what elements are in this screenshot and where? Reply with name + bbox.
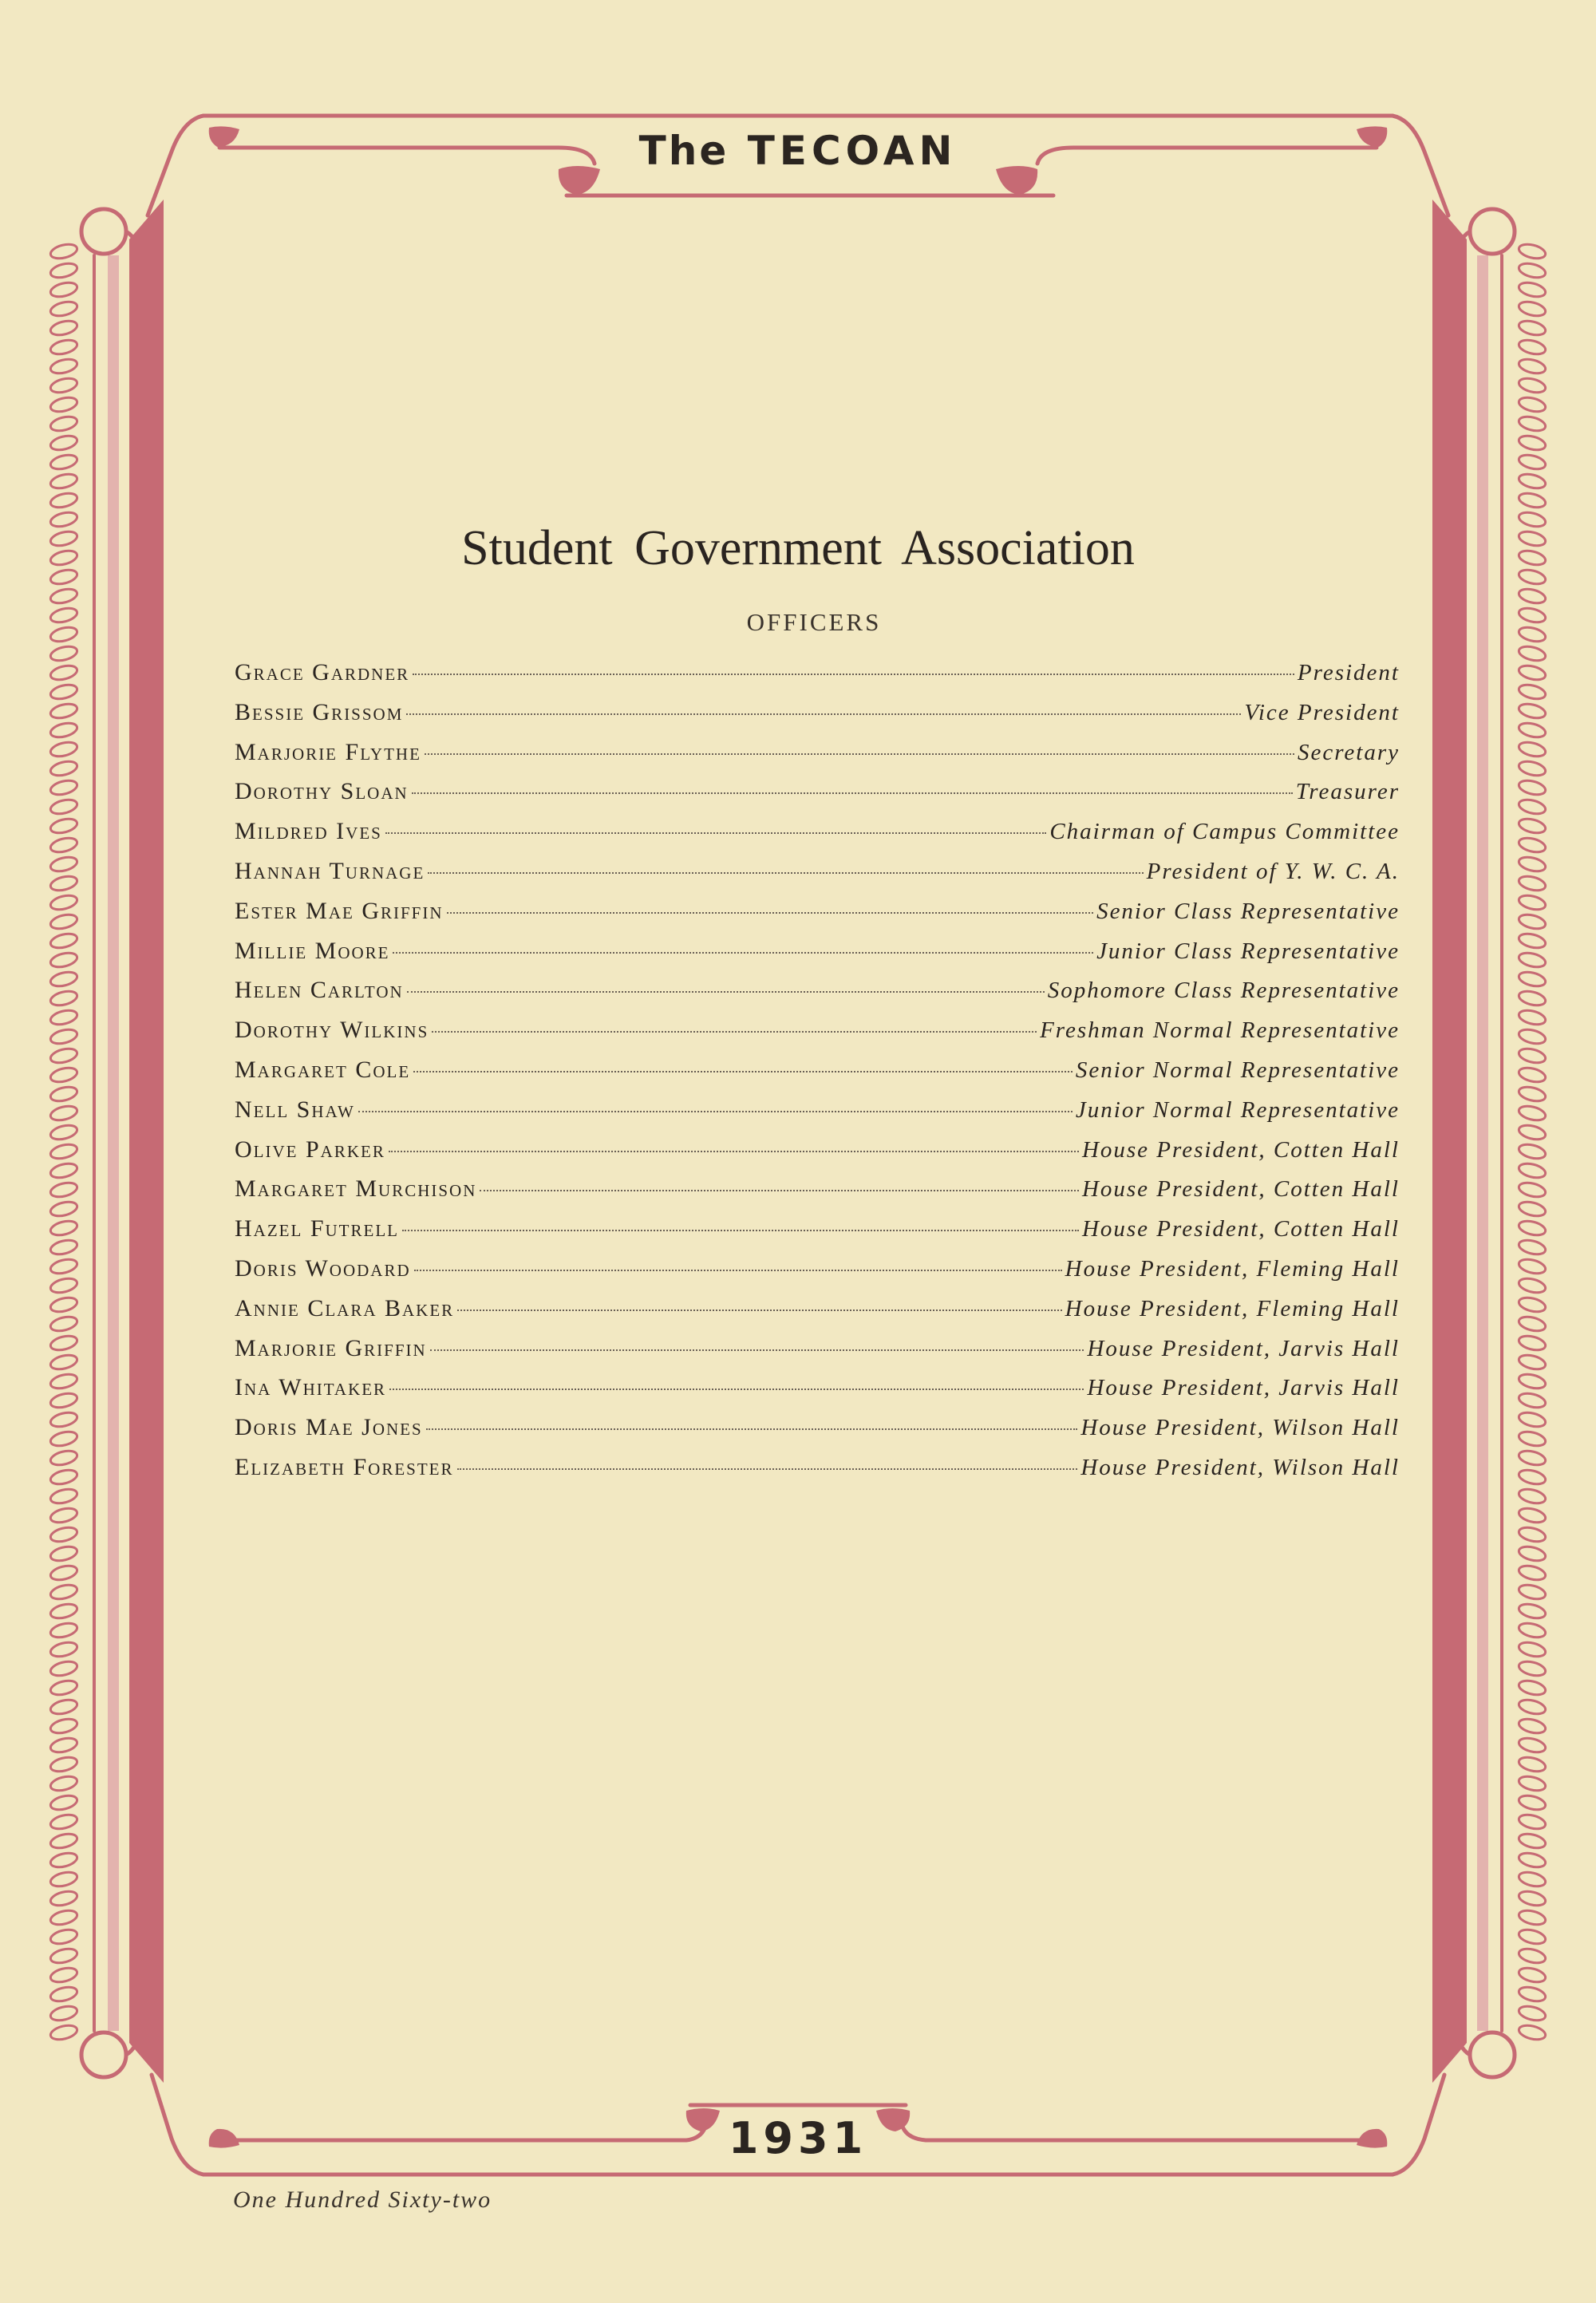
loop-ornament: [49, 1851, 79, 1870]
loop-ornament: [49, 1104, 79, 1123]
loop-ornament: [49, 1812, 79, 1831]
loop-ornament: [49, 357, 79, 376]
loop-ornament: [49, 1946, 79, 1965]
officer-title: Junior Class Representative: [1096, 938, 1400, 964]
loop-ornament: [1518, 1353, 1547, 1372]
officer-row: [235, 1169, 1400, 1209]
loop-ornament: [49, 1985, 79, 2004]
loop-ornament: [1518, 759, 1547, 778]
loop-ornament: [49, 644, 79, 663]
loop-ornament: [1518, 1448, 1547, 1468]
officer-name: Ina Whitaker: [235, 1374, 387, 1401]
loop-ornament: [49, 759, 79, 778]
officer-row: [235, 812, 1400, 851]
officer-name: Dorothy Wilkins: [235, 1017, 429, 1044]
officer-row: [235, 653, 1400, 693]
officer-title: House President, Cotten Hall: [1081, 1176, 1400, 1203]
loop-ornament: [1518, 1563, 1547, 1582]
loop-ornament: [49, 280, 79, 299]
loop-ornament: [49, 242, 79, 261]
dot-leader: [457, 1468, 1078, 1470]
loop-ornament: [1518, 1123, 1547, 1142]
publication-header: [0, 128, 1596, 174]
loop-ornament: [1518, 1927, 1547, 1946]
officer-name: Nell Shaw: [235, 1096, 355, 1123]
loop-ornament: [49, 989, 79, 1008]
header-the: The: [638, 128, 729, 174]
dot-leader: [389, 1389, 1084, 1390]
loop-ornament: [49, 318, 79, 338]
top-left-scroll: [81, 209, 126, 254]
dot-leader: [447, 912, 1094, 914]
loop-ornament: [49, 338, 79, 357]
loop-ornament: [49, 1353, 79, 1372]
officer-row: [235, 1408, 1400, 1448]
header-publication: TECOAN: [747, 128, 958, 174]
loop-ornament: [1518, 1659, 1547, 1678]
dot-leader: [414, 1270, 1062, 1271]
loop-ornament: [49, 1755, 79, 1774]
loop-ornament: [49, 1161, 79, 1180]
loop-ornament: [49, 663, 79, 682]
loop-ornament: [49, 931, 79, 950]
officer-row: [235, 1368, 1400, 1408]
footer-year: 1931: [728, 2113, 868, 2163]
dot-leader: [389, 1151, 1079, 1152]
loop-ornament: [49, 1027, 79, 1046]
officer-name: Bessie Grissom: [235, 698, 404, 725]
officer-row: [235, 1289, 1400, 1329]
officer-name: Ester Mae Griffin: [235, 897, 444, 924]
loop-ornament: [49, 1314, 79, 1333]
loop-ornament: [1518, 701, 1547, 721]
loop-ornament: [49, 701, 79, 721]
loop-ornament: [1518, 1142, 1547, 1161]
officer-title: House President, Jarvis Hall: [1087, 1375, 1400, 1401]
officer-name: Hazel Futrell: [235, 1215, 399, 1242]
right-side-bar: [1432, 199, 1467, 2083]
officer-name: Marjorie Flythe: [235, 738, 421, 765]
loop-ornament: [1518, 1889, 1547, 1908]
loop-ornament: [1518, 644, 1547, 663]
loop-ornament: [1518, 1161, 1547, 1180]
dot-leader: [393, 952, 1093, 954]
loop-ornament: [1518, 242, 1547, 261]
loop-ornament: [1518, 318, 1547, 338]
loop-ornament: [1518, 280, 1547, 299]
loop-ornament: [49, 1774, 79, 1793]
loop-ornament: [49, 950, 79, 970]
loop-ornament: [1518, 452, 1547, 472]
loop-ornament: [49, 1716, 79, 1736]
loop-ornament: [1518, 1180, 1547, 1199]
dot-leader: [412, 792, 1293, 794]
loop-ornament: [1518, 1295, 1547, 1314]
loop-ornament: [1518, 893, 1547, 912]
loop-ornament: [49, 299, 79, 318]
loop-ornament: [1518, 395, 1547, 414]
officer-title: Treasurer: [1295, 779, 1400, 805]
loop-ornament: [1518, 2023, 1547, 2042]
dot-leader: [413, 1071, 1073, 1072]
loop-ornament: [49, 1678, 79, 1697]
loop-ornament: [1518, 376, 1547, 395]
loop-ornament: [1518, 1678, 1547, 1697]
officer-name: Millie Moore: [235, 937, 390, 964]
officer-title: House President, Cotten Hall: [1081, 1136, 1400, 1163]
loop-ornament: [49, 1525, 79, 1544]
officer-row: [235, 1050, 1400, 1090]
loop-ornament: [49, 797, 79, 816]
loop-ornament: [1518, 1410, 1547, 1429]
officer-name: Grace Gardner: [235, 659, 410, 685]
loop-ornament: [1518, 721, 1547, 740]
loop-ornament: [1518, 1238, 1547, 1257]
loop-ornament: [1518, 778, 1547, 797]
officer-title: House President, Jarvis Hall: [1087, 1335, 1400, 1361]
loop-ornament: [49, 1295, 79, 1314]
loop-ornament: [49, 1506, 79, 1525]
dot-leader: [480, 1190, 1079, 1191]
loop-ornament: [49, 433, 79, 452]
loop-ornament: [1518, 433, 1547, 452]
loop-ornament: [49, 816, 79, 835]
loop-ornament: [1518, 472, 1547, 491]
officer-title: Senior Normal Representative: [1075, 1057, 1400, 1083]
loop-ornament: [49, 1084, 79, 1104]
officer-name: Doris Woodard: [235, 1254, 411, 1282]
loop-ornament: [1518, 1046, 1547, 1065]
loop-ornament: [1518, 682, 1547, 701]
loop-ornament: [1518, 1468, 1547, 1487]
officer-title: President of Y. W. C. A.: [1146, 858, 1400, 884]
loop-ornament: [49, 376, 79, 395]
officer-name: Hannah Turnage: [235, 857, 425, 884]
page-title: Student Government Association: [461, 521, 1135, 575]
loop-ornament: [1518, 261, 1547, 280]
loop-ornament: [49, 1487, 79, 1506]
loop-ornament: [1518, 816, 1547, 835]
officer-title: Senior Class Representative: [1096, 898, 1400, 924]
loop-ornament: [1518, 931, 1547, 950]
loop-ornament: [49, 778, 79, 797]
loop-ornament: [49, 1889, 79, 1908]
loop-ornament: [49, 1544, 79, 1563]
loop-ornament: [49, 1640, 79, 1659]
loop-ornament: [1518, 1008, 1547, 1027]
officer-title: Secretary: [1297, 739, 1400, 765]
dot-leader: [358, 1111, 1073, 1112]
loop-ornament: [1518, 1199, 1547, 1219]
dot-leader: [413, 674, 1294, 675]
loop-ornament: [1518, 855, 1547, 874]
loop-ornament: [1518, 1257, 1547, 1276]
officer-row: [235, 1329, 1400, 1369]
dot-leader: [425, 753, 1294, 755]
officer-title: Chairman of Campus Committee: [1049, 819, 1400, 845]
officer-title: House President, Wilson Hall: [1080, 1454, 1400, 1480]
loop-ornament: [49, 874, 79, 893]
loop-ornament: [49, 1965, 79, 1985]
officer-row: [235, 733, 1400, 772]
loop-ornament: [49, 855, 79, 874]
loop-ornament: [49, 1429, 79, 1448]
loop-ornament: [49, 893, 79, 912]
loop-ornament: [49, 1333, 79, 1353]
officer-title: President: [1297, 660, 1400, 685]
officer-name: Mildred Ives: [235, 818, 382, 845]
loop-ornament: [49, 912, 79, 931]
section-heading: OFFICERS: [746, 608, 882, 636]
officer-title: House President, Wilson Hall: [1080, 1415, 1400, 1441]
loop-ornament: [1518, 1544, 1547, 1563]
loop-ornament: [49, 1219, 79, 1238]
loop-ornament: [49, 1238, 79, 1257]
dot-leader: [406, 713, 1241, 715]
right-loop-chain: [1518, 242, 1547, 2042]
loop-ornament: [1518, 1602, 1547, 1621]
loop-ornament: [1518, 1870, 1547, 1889]
loop-ornament: [1518, 1391, 1547, 1410]
officer-row: [235, 931, 1400, 971]
loop-ornament: [49, 452, 79, 472]
loop-ornament: [49, 740, 79, 759]
loop-ornament: [1518, 1314, 1547, 1333]
loop-ornament: [1518, 797, 1547, 816]
loop-ornament: [1518, 1774, 1547, 1793]
loop-ornament: [49, 1142, 79, 1161]
dot-leader: [457, 1310, 1061, 1311]
loop-ornament: [1518, 1429, 1547, 1448]
left-side-bar: [129, 199, 164, 2083]
loop-ornament: [1518, 1084, 1547, 1104]
loop-ornament: [49, 1602, 79, 1621]
loop-ornament: [1518, 1985, 1547, 2004]
loop-ornament: [49, 835, 79, 855]
loop-ornament: [49, 1793, 79, 1812]
loop-ornament: [1518, 970, 1547, 989]
officer-row: [235, 772, 1400, 812]
loop-ornament: [1518, 1525, 1547, 1544]
loop-ornament: [49, 1736, 79, 1755]
loop-ornament: [49, 1448, 79, 1468]
officer-row: [235, 851, 1400, 891]
loop-ornament: [49, 1870, 79, 1889]
loop-ornament: [1518, 1755, 1547, 1774]
officer-name: Dorothy Sloan: [235, 778, 409, 805]
loop-ornament: [1518, 1027, 1547, 1046]
loop-ornament: [1518, 1372, 1547, 1391]
officer-row: [235, 970, 1400, 1010]
officer-row: [235, 1130, 1400, 1170]
officers-list: [235, 653, 1400, 1487]
loop-ornament: [1518, 1946, 1547, 1965]
loop-ornament: [49, 1697, 79, 1716]
left-loop-chain: [49, 242, 79, 2042]
loop-ornament: [49, 1659, 79, 1678]
loop-ornament: [49, 1927, 79, 1946]
loop-ornament: [1518, 874, 1547, 893]
loop-ornament: [49, 261, 79, 280]
officer-title: Freshman Normal Representative: [1040, 1017, 1400, 1044]
loop-ornament: [1518, 1908, 1547, 1927]
loop-ornament: [49, 1046, 79, 1065]
loop-ornament: [49, 2004, 79, 2023]
page-number: One Hundred Sixty-two: [233, 2186, 492, 2213]
dot-leader: [407, 991, 1045, 993]
dot-leader: [428, 872, 1143, 874]
loop-ornament: [49, 1468, 79, 1487]
loop-ornament: [1518, 1697, 1547, 1716]
loop-ornament: [1518, 1965, 1547, 1985]
loop-ornament: [1518, 299, 1547, 318]
loop-ornament: [1518, 1793, 1547, 1812]
loop-ornament: [1518, 587, 1547, 606]
loop-ornament: [1518, 491, 1547, 510]
officer-row: [235, 1090, 1400, 1130]
officer-row: [235, 891, 1400, 931]
officer-name: Helen Carlton: [235, 977, 404, 1004]
loop-ornament: [1518, 338, 1547, 357]
loop-ornament: [49, 587, 79, 606]
dot-leader: [402, 1230, 1079, 1231]
loop-ornament: [49, 1372, 79, 1391]
loop-ornament: [1518, 1851, 1547, 1870]
officer-title: Junior Normal Representative: [1075, 1096, 1400, 1123]
loop-ornament: [49, 1257, 79, 1276]
officer-name: Olive Parker: [235, 1136, 385, 1163]
officer-row: [235, 1209, 1400, 1249]
officer-row: [235, 1010, 1400, 1050]
loop-ornament: [1518, 1582, 1547, 1602]
officer-name: Marjorie Griffin: [235, 1334, 427, 1361]
loop-ornament: [49, 1563, 79, 1582]
officer-name: Margaret Cole: [235, 1056, 411, 1083]
loop-ornament: [1518, 1736, 1547, 1755]
loop-ornament: [49, 1065, 79, 1084]
loop-ornament: [49, 414, 79, 433]
loop-ornament: [49, 721, 79, 740]
loop-ornament: [1518, 1065, 1547, 1084]
loop-ornament: [49, 1410, 79, 1429]
loop-ornament: [1518, 1219, 1547, 1238]
loop-ornament: [1518, 1621, 1547, 1640]
dot-leader: [385, 832, 1047, 834]
loop-ornament: [49, 1276, 79, 1295]
loop-ornament: [1518, 740, 1547, 759]
loop-ornament: [1518, 357, 1547, 376]
loop-ornament: [49, 395, 79, 414]
loop-ornament: [1518, 1831, 1547, 1851]
officer-row: [235, 693, 1400, 733]
loop-ornament: [49, 682, 79, 701]
loop-ornament: [49, 2023, 79, 2042]
officer-row: [235, 1448, 1400, 1487]
loop-ornament: [49, 1391, 79, 1410]
officer-title: Sophomore Class Representative: [1047, 978, 1400, 1004]
loop-ornament: [49, 1582, 79, 1602]
loop-ornament: [1518, 912, 1547, 931]
loop-ornament: [1518, 1506, 1547, 1525]
loop-ornament: [1518, 2004, 1547, 2023]
loop-ornament: [1518, 1487, 1547, 1506]
loop-ornament: [1518, 414, 1547, 433]
loop-ornament: [1518, 835, 1547, 855]
loop-ornament: [49, 491, 79, 510]
officer-title: House President, Fleming Hall: [1065, 1255, 1400, 1282]
loop-ornament: [1518, 950, 1547, 970]
officer-name: Margaret Murchison: [235, 1175, 477, 1203]
officer-row: [235, 1249, 1400, 1289]
loop-ornament: [1518, 989, 1547, 1008]
loop-ornament: [49, 1621, 79, 1640]
loop-ornament: [1518, 663, 1547, 682]
dot-leader: [426, 1428, 1078, 1430]
dot-leader: [430, 1349, 1084, 1351]
officer-title: House President, Cotten Hall: [1081, 1216, 1400, 1242]
officer-title: Vice President: [1244, 699, 1400, 725]
loop-ornament: [49, 1199, 79, 1219]
loop-ornament: [1518, 1104, 1547, 1123]
officer-title: House President, Fleming Hall: [1065, 1295, 1400, 1321]
loop-ornament: [1518, 1640, 1547, 1659]
loop-ornament: [49, 1008, 79, 1027]
loop-ornament: [1518, 1716, 1547, 1736]
dot-leader: [432, 1031, 1037, 1033]
loop-ornament: [49, 1831, 79, 1851]
officer-name: Elizabeth Forester: [235, 1453, 454, 1480]
loop-ornament: [1518, 1812, 1547, 1831]
loop-ornament: [49, 1123, 79, 1142]
loop-ornament: [1518, 1276, 1547, 1295]
loop-ornament: [49, 970, 79, 989]
officer-name: Doris Mae Jones: [235, 1414, 423, 1441]
officer-name: Annie Clara Baker: [235, 1294, 455, 1321]
loop-ornament: [49, 472, 79, 491]
loop-ornament: [49, 1908, 79, 1927]
loop-ornament: [49, 1180, 79, 1199]
loop-ornament: [1518, 1333, 1547, 1353]
